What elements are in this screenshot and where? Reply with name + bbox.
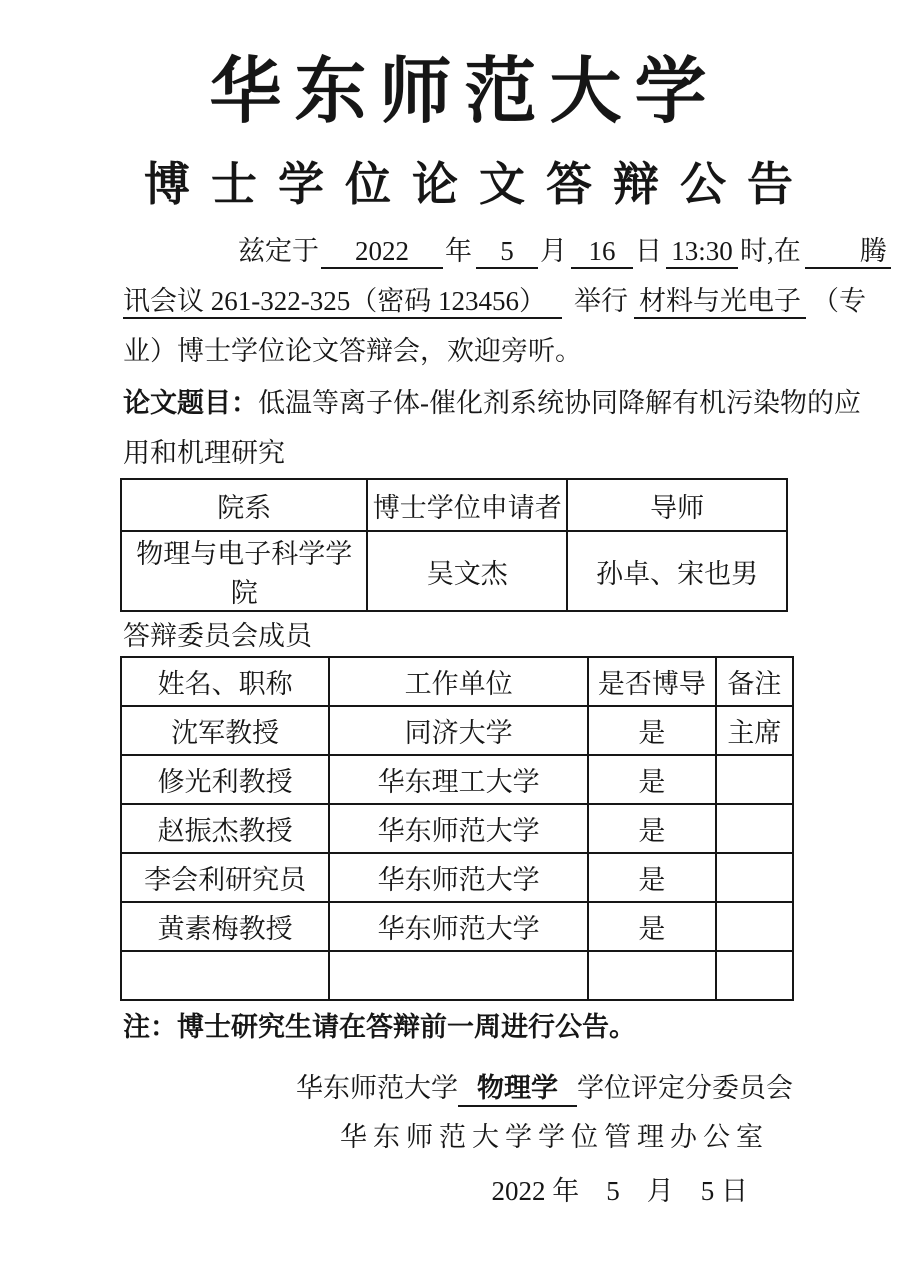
signature-line-1 xyxy=(123,1063,793,1113)
committee-cell-remark xyxy=(716,902,793,951)
thesis-title-block xyxy=(123,378,861,478)
time-unit: 时,在 xyxy=(740,236,801,266)
committee-cell-supervisor: 是 xyxy=(588,706,716,755)
announcement-line-3: 业）博士学位论文答辩会，欢迎旁听。 xyxy=(123,336,582,366)
venue-blank-line1: 腾 xyxy=(805,235,891,269)
committee-cell-affiliation: 华东师范大学 xyxy=(329,804,588,853)
year-unit: 年 xyxy=(445,236,472,266)
committee-cell-supervisor: 是 xyxy=(588,902,716,951)
committee-cell-remark xyxy=(716,755,793,804)
committee-row xyxy=(121,706,793,755)
info-cell-advisor: 孙卓、宋也男 xyxy=(567,531,787,611)
committee-cell-affiliation: 同济大学 xyxy=(329,706,588,755)
committee-cell-affiliation: 华东师范大学 xyxy=(329,902,588,951)
signature-line-2: 华东师范大学学位管理办公室 xyxy=(340,1122,769,1152)
announcement-title: 博士学位论文答辩公告 xyxy=(144,159,814,210)
info-header-department: 院系 xyxy=(121,479,367,531)
info-table-data-row xyxy=(121,531,787,611)
info-cell-department: 物理与电子科学学院 xyxy=(121,531,367,611)
committee-cell-name: 黄素梅教授 xyxy=(121,902,329,951)
info-table-header-row xyxy=(121,479,787,531)
major-blank: 材料与光电子 xyxy=(634,285,806,319)
thesis-title-line-1 xyxy=(123,378,861,428)
committee-cell-name: 沈军教授 xyxy=(121,706,329,755)
committee-cell-name xyxy=(121,951,329,1000)
info-header-applicant: 博士学位申请者 xyxy=(367,479,567,531)
announcement-line-1 xyxy=(123,226,887,276)
hold-label: 举行 xyxy=(573,286,628,316)
committee-cell-supervisor: 是 xyxy=(588,853,716,902)
university-title: 华东师范大学 xyxy=(209,52,720,132)
thesis-title-text-1: 低温等离子体-催化剂系统协同降解有机污染物的应 xyxy=(258,388,861,418)
document-content xyxy=(0,46,899,1211)
day-blank: 16 xyxy=(571,235,633,269)
committee-cell-name: 李会利研究员 xyxy=(121,853,329,902)
info-table xyxy=(120,478,788,612)
committee-row-empty xyxy=(121,951,793,1000)
committee-cell-remark: 主席 xyxy=(716,706,793,755)
division-blank: 物理学 xyxy=(458,1071,577,1107)
time-blank: 13:30 xyxy=(666,235,738,269)
committee-cell-affiliation: 华东理工大学 xyxy=(329,755,588,804)
date-line: 2022 年 5 月 5 日 xyxy=(491,1176,748,1206)
committee-row xyxy=(121,804,793,853)
committee-header-affiliation: 工作单位 xyxy=(329,657,588,706)
announcement-line-2 xyxy=(123,276,866,326)
committee-row xyxy=(121,853,793,902)
committee-cell-supervisor xyxy=(588,951,716,1000)
committee-cell-supervisor: 是 xyxy=(588,804,716,853)
signature-suffix: 学位评定分委员会 xyxy=(577,1073,793,1103)
committee-cell-name: 修光利教授 xyxy=(121,755,329,804)
thesis-title-line-2: 用和机理研究 xyxy=(123,438,285,468)
committee-table xyxy=(120,656,794,1001)
committee-header-row xyxy=(121,657,793,706)
committee-cell-remark xyxy=(716,951,793,1000)
intro-text: 兹定于 xyxy=(238,236,319,266)
signature-prefix: 华东师范大学 xyxy=(296,1073,458,1103)
committee-cell-remark xyxy=(716,804,793,853)
paren-open-text: （专 xyxy=(811,286,866,316)
committee-heading: 答辩委员会成员 xyxy=(123,621,312,651)
year-blank: 2022 xyxy=(321,235,443,269)
committee-cell-affiliation xyxy=(329,951,588,1000)
month-unit: 月 xyxy=(540,236,567,266)
committee-cell-affiliation: 华东师范大学 xyxy=(329,853,588,902)
committee-header-remark: 备注 xyxy=(716,657,793,706)
info-cell-applicant: 吴文杰 xyxy=(367,531,567,611)
committee-row xyxy=(121,902,793,951)
committee-cell-remark xyxy=(716,853,793,902)
note-text: 注：博士研究生请在答辩前一周进行公告。 xyxy=(123,1012,636,1042)
month-blank: 5 xyxy=(476,235,538,269)
committee-header-supervisor: 是否博导 xyxy=(588,657,716,706)
info-header-advisor: 导师 xyxy=(567,479,787,531)
announcement-paragraph xyxy=(123,226,887,376)
committee-cell-supervisor: 是 xyxy=(588,755,716,804)
committee-cell-name: 赵振杰教授 xyxy=(121,804,329,853)
thesis-title-label: 论文题目： xyxy=(123,388,258,418)
committee-header-name: 姓名、职称 xyxy=(121,657,329,706)
venue-blank-line2: 讯会议 261-322-325（密码 123456） xyxy=(123,285,562,319)
committee-row xyxy=(121,755,793,804)
day-unit: 日 xyxy=(635,236,662,266)
